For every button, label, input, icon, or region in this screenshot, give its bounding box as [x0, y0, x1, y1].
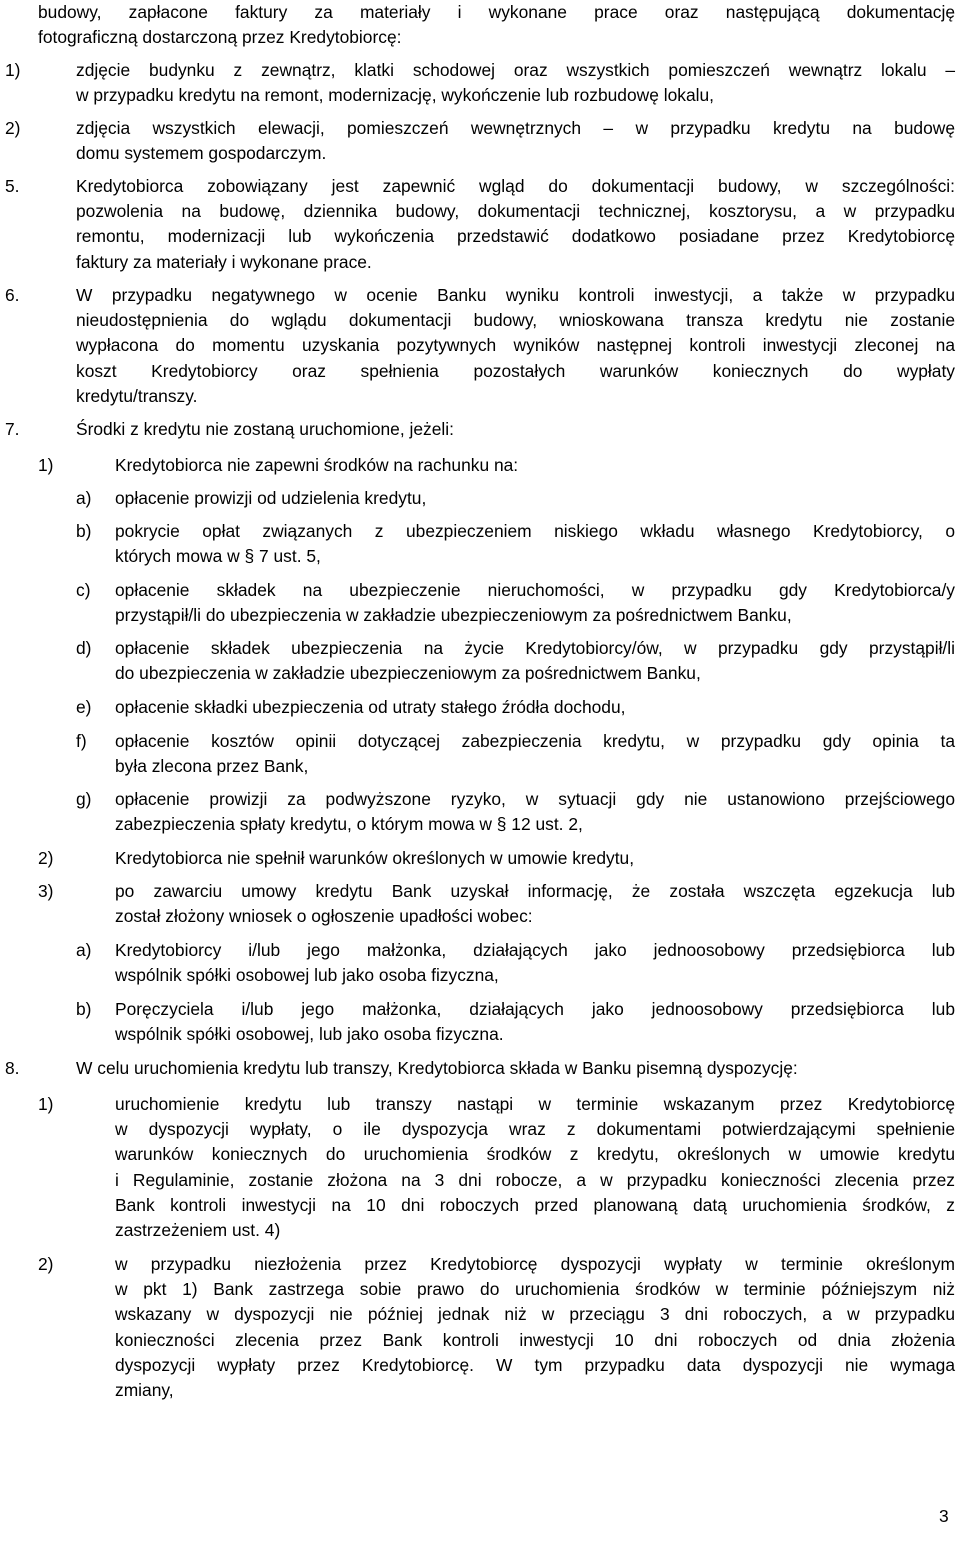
item-marker: e): [76, 697, 92, 717]
text-line: pozwolenia na budowę, dziennika budowy, dokumentacji technicznej, kosztorysu, a w przypadku: [76, 201, 955, 222]
text-line: Kredytobiorca nie spełnił warunków określonych w umowie kredytu,: [115, 848, 635, 868]
text-line: fotograficzną dostarczoną przez Kredytobiorcę:: [38, 27, 402, 48]
item-marker: 2): [5, 118, 21, 138]
item-marker: 1): [38, 1094, 54, 1114]
text-line: do ubezpieczenia w zakładzie ubezpieczeniowym za pośrednictwem Banku,: [115, 663, 701, 684]
text-line: przystąpił/li do ubezpieczenia w zakładzie ubezpieczeniowym za pośrednictwem Banku,: [115, 605, 792, 626]
item-marker: 2): [38, 1254, 54, 1274]
item-marker: c): [76, 580, 91, 600]
text-line: zastrzeżeniem ust. 4): [115, 1220, 281, 1240]
text-line: była zlecona przez Bank,: [115, 756, 309, 777]
text-line: uruchomienie kredytu lub transzy nastąpi w terminie wskazanym przez Kredytobiorcę: [115, 1094, 955, 1114]
item-marker: g): [76, 789, 92, 809]
text-line: w dyspozycji wypłaty, o ile dyspozycja wraz z dokumentami potwierdzającymi spełnienie: [115, 1119, 955, 1140]
item-marker: 7.: [5, 419, 20, 439]
item-marker: 6.: [5, 285, 20, 305]
text-line: faktury za materiały i wykonane prace.: [76, 251, 372, 272]
text-line: remontu, modernizacji lub wykończenia przedstawić dodatkowo posiadane przez Kredytobiorcę: [76, 226, 955, 247]
text-line: opłacenie składki ubezpieczenia od utraty stałego źródła dochodu,: [115, 697, 626, 717]
text-line: których mowa w § 7 ust. 5,: [115, 546, 321, 567]
item-marker: f): [76, 731, 87, 751]
text-line: opłacenie kosztów opinii dotyczącej zabezpieczenia kredytu, w przypadku gdy opinia ta: [115, 731, 955, 751]
item-marker: 2): [38, 848, 54, 868]
item-marker: 1): [38, 455, 54, 475]
text-line: pokrycie opłat związanych z ubezpieczeniem niskiego wkładu własnego Kredytobiorcy, o: [115, 521, 955, 541]
text-line: opłacenie składek na ubezpieczenie nieruchomości, w przypadku gdy Kredytobiorca/y: [115, 580, 955, 600]
item-marker: 1): [5, 60, 21, 80]
item-marker: d): [76, 638, 92, 658]
text-line: wspólnik spółki osobowej, lub jako osoba fizyczna.: [115, 1024, 504, 1045]
text-line: koszt Kredytobiorcy oraz spełnienia pozostałych warunków koniecznych do wypłaty: [76, 360, 955, 381]
text-line: wspólnik spółki osobowej lub jako osoba fizyczna,: [115, 965, 499, 986]
text-line: Poręczyciela i/lub jego małżonka, działających jako jednoosobowy przedsiębiorca lub: [115, 999, 955, 1019]
text-line: po zawarciu umowy kredytu Bank uzyskał informację, że została wszczęta egzekucja lub: [115, 881, 955, 901]
text-line: i Regulaminie, zostanie złożona na 3 dni robocze, a w przypadku konieczności zlecenia przez: [115, 1169, 955, 1190]
text-line: w przypadku niezłożenia przez Kredytobiorcę dyspozycji wypłaty w terminie określonym: [115, 1254, 955, 1274]
text-line: dyspozycji wypłaty przez Kredytobiorcę. W tym przypadku data dyspozycji nie wymaga: [115, 1354, 955, 1375]
text-line: W celu uruchomienia kredytu lub transzy, Kredytobiorca składa w Banku pisemną dyspozycję:: [76, 1058, 798, 1078]
text-line: opłacenie składek ubezpieczenia na życie Kredytobiorcy/ów, w przypadku gdy przystąpił/li: [115, 638, 955, 658]
text-line: zdjęcia wszystkich elewacji, pomieszczeń wewnętrznych – w przypadku kredytu na budowę: [76, 118, 955, 138]
text-line: Kredytobiorca zobowiązany jest zapewnić wgląd do dokumentacji budowy, w szczególności:: [76, 176, 955, 196]
text-line: kredytu/transzy.: [76, 385, 198, 406]
text-line: Kredytobiorcy i/lub jego małżonka, działających jako jednoosobowy przedsiębiorca lub: [115, 940, 955, 960]
page-number: 3: [939, 1506, 949, 1526]
item-marker: 5.: [5, 176, 20, 196]
text-line: w przypadku kredytu na remont, modernizację, wykończenie lub rozbudowę lokalu,: [76, 85, 714, 106]
item-marker: b): [76, 999, 92, 1019]
text-line: opłacenie prowizji za podwyższone ryzyko, w sytuacji gdy nie ustanowiono przejściowego: [115, 789, 955, 809]
text-line: zabezpieczenia spłaty kredytu, o którym mowa w § 12 ust. 2,: [115, 814, 583, 835]
item-marker: a): [76, 940, 92, 960]
text-line: w pkt 1) Bank zastrzega sobie prawo do uruchomienia środków w terminie późniejszym niż: [115, 1279, 955, 1300]
item-marker: a): [76, 488, 92, 508]
text-line: Kredytobiorca nie zapewni środków na rachunku na:: [115, 455, 519, 475]
text-line: wypłacona do momentu uzyskania pozytywnych wyników następnej kontroli inwestycji zleconej na: [76, 335, 955, 356]
text-line: nieudostępnienia do wglądu dokumentacji budowy, wnioskowana transza kredytu nie zostanie: [76, 310, 955, 331]
text-line: Bank kontroli inwestycji na 10 dni roboczych przed planowaną datą uruchomienia środków, z: [115, 1194, 955, 1215]
item-marker: 3): [38, 881, 54, 901]
item-marker: 8.: [5, 1058, 20, 1078]
text-line: został złożony wniosek o ogłoszenie upadłości wobec:: [115, 906, 533, 927]
text-line: wskazany w dyspozycji nie później jednak niż w przeciągu 3 dni roboczych, a w przypadku: [115, 1304, 955, 1325]
text-line: W przypadku negatywnego w ocenie Banku wyniku kontroli inwestycji, a także w przypadku: [76, 285, 955, 305]
text-line: Środki z kredytu nie zostaną uruchomione, jeżeli:: [76, 419, 454, 439]
text-line: zmiany,: [115, 1380, 174, 1400]
text-line: zdjęcie budynku z zewnątrz, klatki schodowej oraz wszystkich pomieszczeń wewnątrz lokalu –: [76, 60, 955, 80]
text-line: domu systemem gospodarczym.: [76, 143, 327, 164]
text-line: warunków koniecznych do uruchomienia środków z kredytu, określonych w umowie kredytu: [115, 1144, 955, 1165]
text-line: konieczności zlecenia przez Bank kontroli inwestycji 10 dni roboczych od dnia złożenia: [115, 1329, 955, 1350]
text-line: budowy, zapłacone faktury za materiały i wykonane prace oraz następującą dokumentację: [38, 2, 955, 22]
item-marker: b): [76, 521, 92, 541]
text-line: opłacenie prowizji od udzielenia kredytu,: [115, 488, 427, 508]
